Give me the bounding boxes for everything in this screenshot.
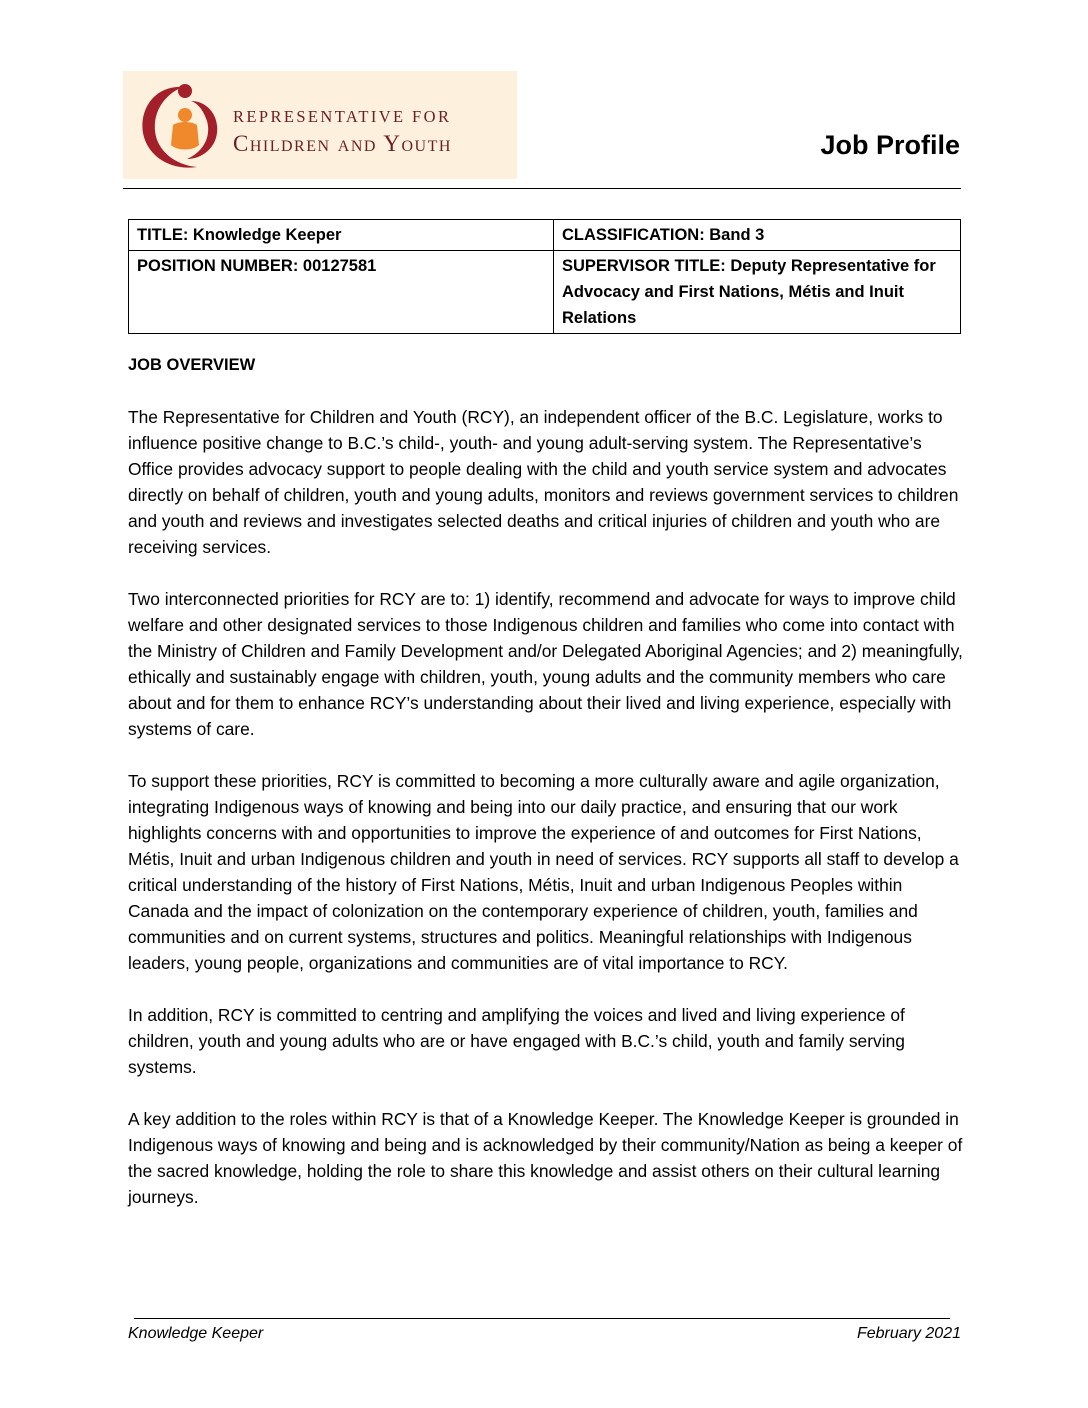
document-title: Job Profile — [820, 130, 960, 160]
title-cell: TITLE: Knowledge Keeper — [129, 220, 554, 251]
footer-document-name: Knowledge Keeper — [128, 1325, 264, 1342]
paragraph-3: To support these priorities, RCY is committed to becoming a more culturally aware and agile organization, integrating Indigenous ways of knowing and being into our daily practice, and ensuring that our work highlights concerns with and opportunities to improve the experience of and outcomes for First Nations, Métis, Inuit and urban Indigenous children and youth in need of services. RCY supports all staff to develop a critical understanding of the history of First Nations, Métis, Inuit and urban Indigenous Peoples within Canada and the impact of colonization on the contemporary experience of children, youth, families and communities and on current systems, structures and politics. Meaningful relationships with Indigenous leaders, young people, organizations and communities are of vital importance to RCY. — [128, 771, 959, 973]
paragraph-2: Two interconnected priorities for RCY are to: 1) identify, recommend and advocate for ways to improve child welfare and other designated services to those Indigenous children and families who come into contact with the Ministry of Children and Family Development and/or Delegated Aboriginal Agencies; and 2) meaningfully, ethically and sustainably engage with children, youth, young adults and the community members who care about and for them to enhance RCY’s understanding about their lived and living experience, especially with systems of care. — [128, 589, 963, 739]
table-row — [129, 220, 961, 251]
position-info-table — [128, 219, 961, 334]
classification-cell: CLASSIFICATION: Band 3 — [554, 220, 961, 251]
paragraph-5: A key addition to the roles within RCY is that of a Knowledge Keeper. The Knowledge Keeper is grounded in Indigenous ways of knowing and being and is acknowledged by their community/Nation as being a keeper of the sacred knowledge, holding the role to share this knowledge and assist others on their cultural learning journeys. — [128, 1109, 963, 1207]
header-divider — [123, 188, 961, 189]
supervisor-title-cell: SUPERVISOR TITLE: Deputy Representative for Advocacy and First Nations, Métis and Inuit Relations — [554, 251, 961, 334]
paragraph-4: In addition, RCY is committed to centring and amplifying the voices and lived and living experience of children, youth and young adults who are or have engaged with B.C.’s child, youth and family serving systems. — [128, 1005, 905, 1077]
logo-text-line1: REPRESENTATIVE FOR — [233, 107, 452, 126]
table-row — [129, 251, 961, 334]
section-heading: JOB OVERVIEW — [128, 356, 256, 374]
rcy-logo — [123, 71, 517, 179]
logo-text-line2: Children and Youth — [233, 131, 452, 156]
footer-date: February 2021 — [856, 1325, 961, 1342]
page-footer — [128, 1325, 961, 1343]
job-overview-section — [128, 352, 968, 1236]
paragraph-1: The Representative for Children and Youth (RCY), an independent officer of the B.C. Legislature, works to influence positive change to B.C.’s child-, youth- and young adult-serving system. The Representative’s Office provides advocacy support to people dealing with the child and youth service system and advocates directly on behalf of children, youth and young adults, monitors and reviews government services to children and youth and reviews and investigates selected deaths and critical injuries of children and youth who are receiving services. — [128, 407, 959, 557]
position-number-cell: POSITION NUMBER: 00127581 — [129, 251, 554, 334]
footer-divider — [134, 1318, 950, 1319]
rcy-emblem-icon — [135, 79, 231, 171]
